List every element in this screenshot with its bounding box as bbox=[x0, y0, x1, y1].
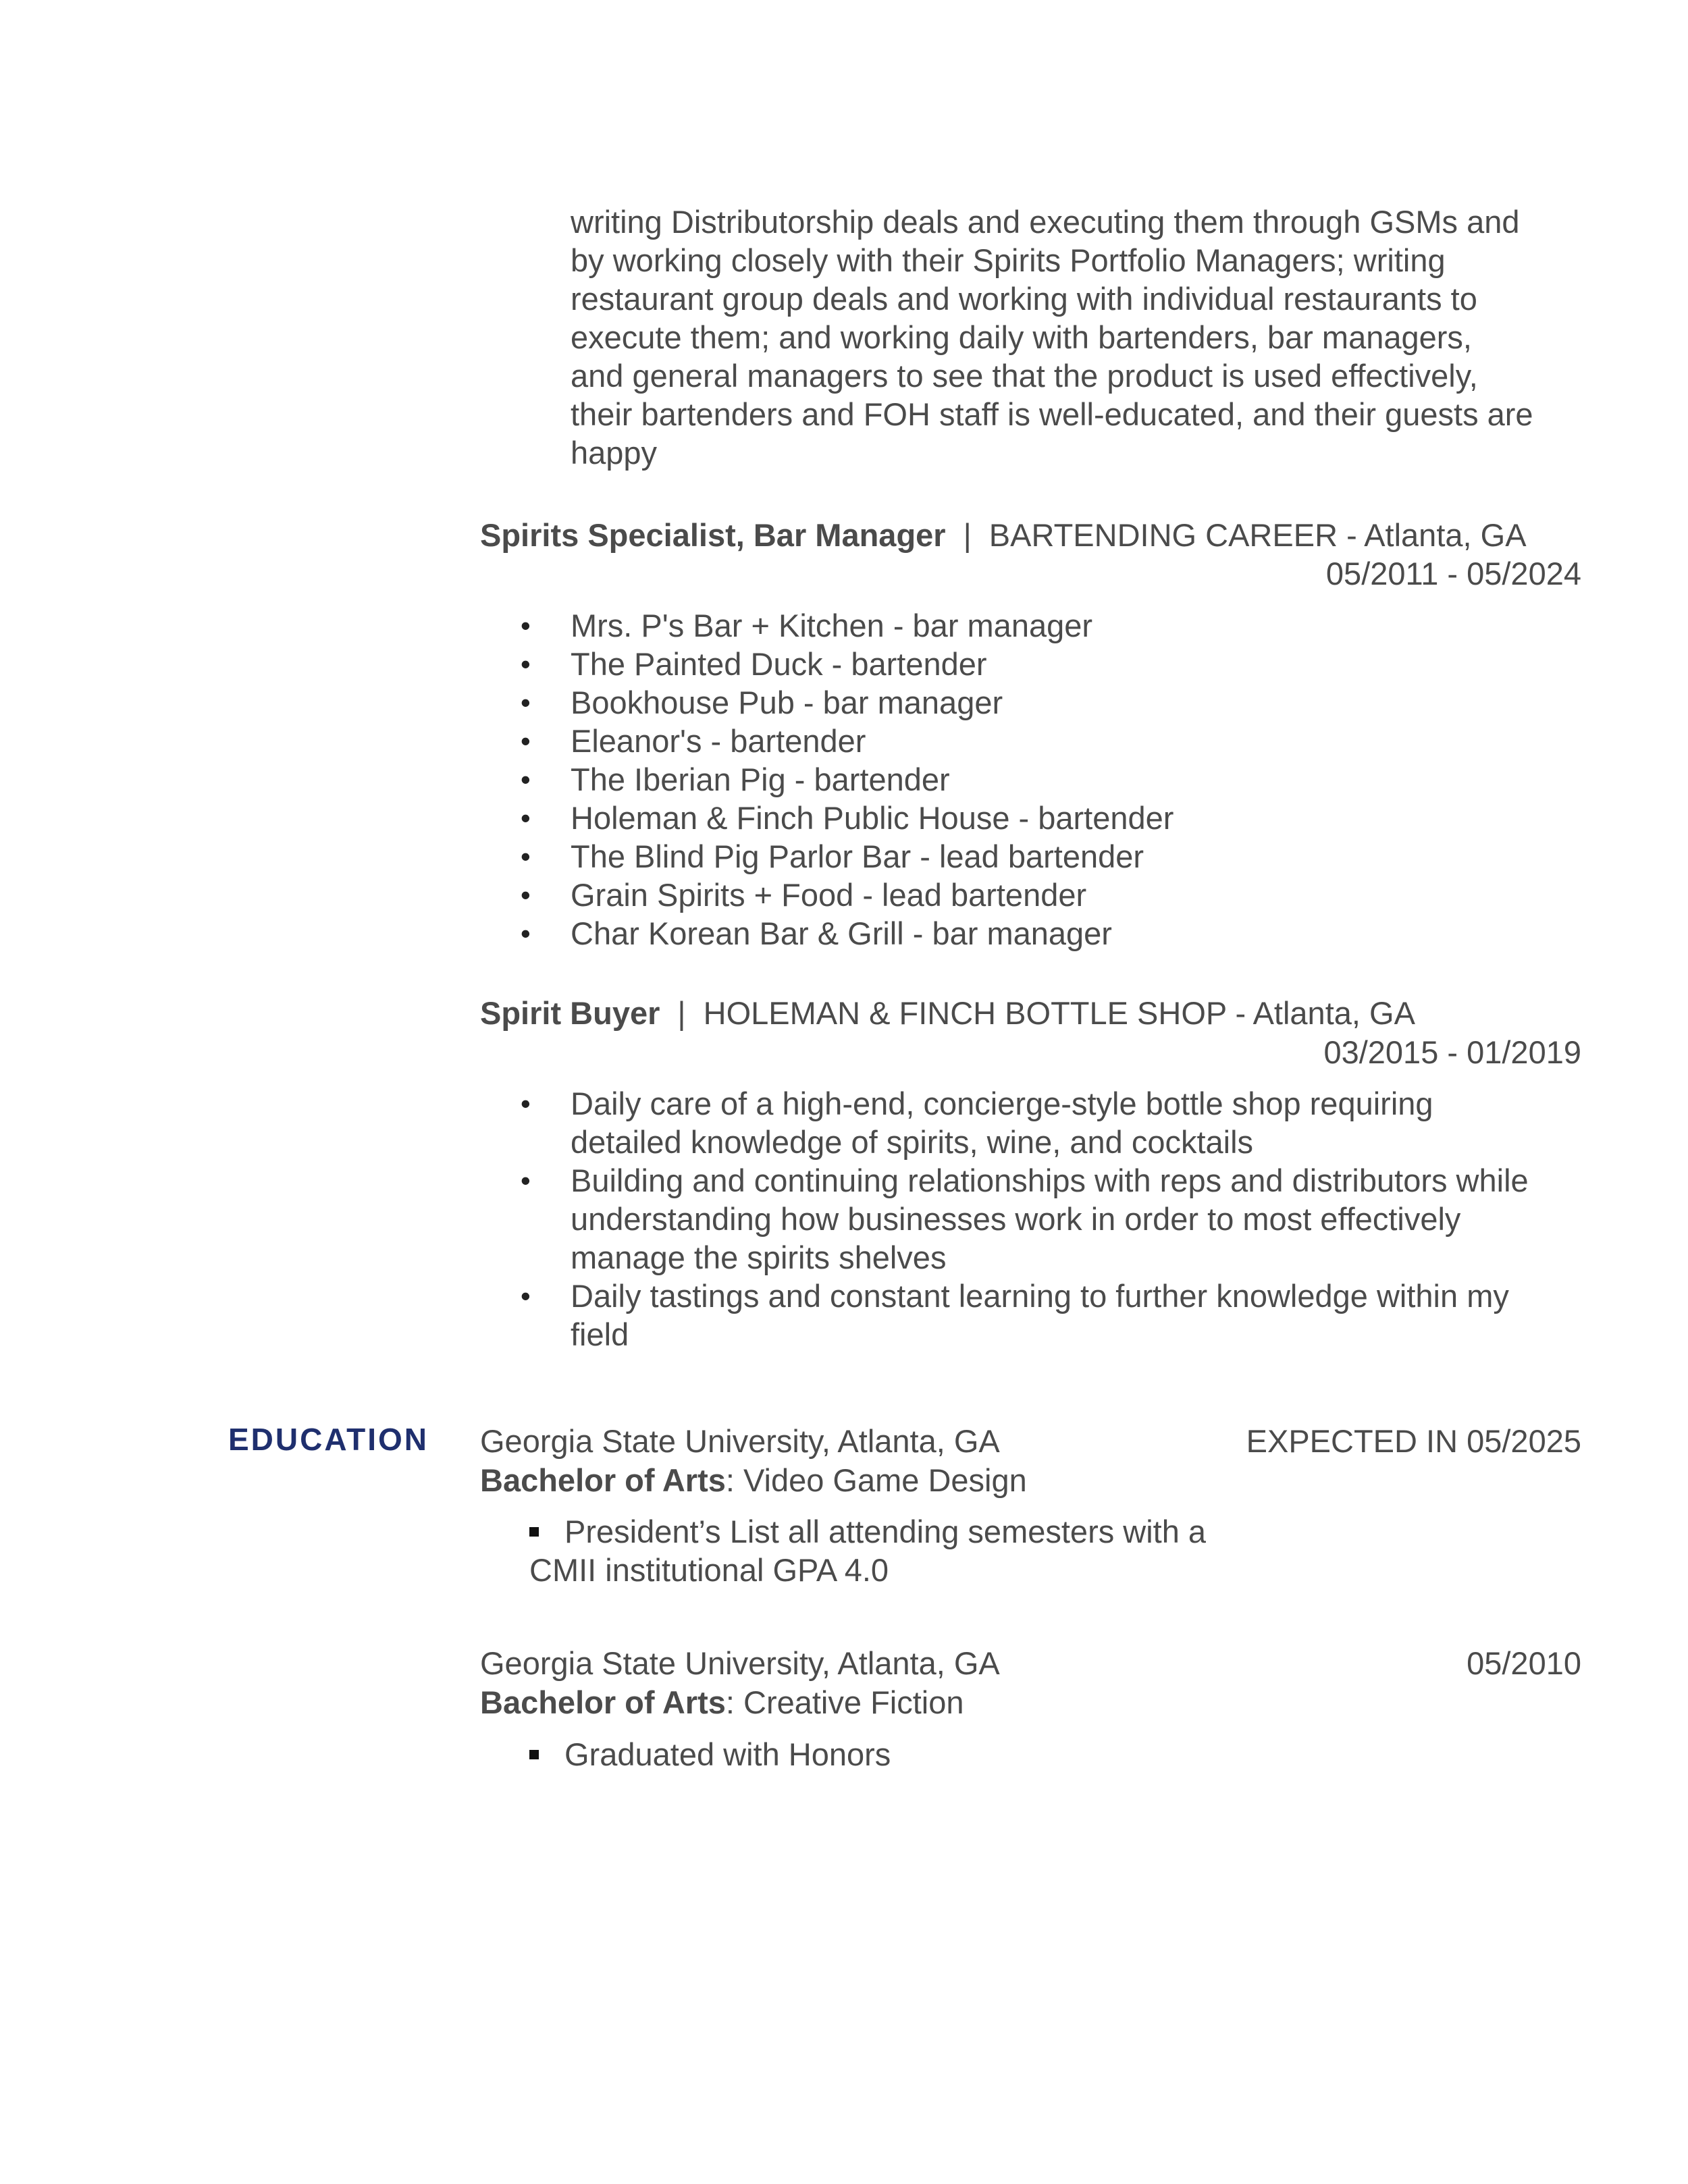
section-heading-education: EDUCATION bbox=[228, 1422, 429, 1457]
paragraph-line: execute them; and working daily with bartenders, bar managers, bbox=[571, 319, 1472, 355]
paragraph-line: and general managers to see that the product is used effectively, bbox=[571, 358, 1478, 394]
edu-degree bbox=[480, 1683, 964, 1722]
square-bullet-icon bbox=[529, 1527, 539, 1537]
list-item-text: • Building and continuing relationships with reps and distributors while bbox=[571, 1163, 1529, 1198]
list-item-text: • Bookhouse Pub - bar manager bbox=[571, 685, 1003, 720]
job-dates: 03/2015 - 01/2019 bbox=[1323, 1034, 1581, 1070]
list-item bbox=[480, 914, 1581, 953]
edu-date: 05/2010 bbox=[1467, 1645, 1581, 1681]
job-heading bbox=[480, 516, 1581, 554]
edu-honor-text: Graduated with Honors bbox=[564, 1736, 891, 1772]
square-bullet-icon bbox=[529, 1750, 539, 1759]
paragraph-line: by working closely with their Spirits Portfolio Managers; writing bbox=[571, 242, 1446, 278]
list-item-text: • The Blind Pig Parlor Bar - lead bartender bbox=[571, 838, 1144, 874]
list-item-text: • Daily care of a high-end, concierge-style bottle shop requiring bbox=[571, 1086, 1433, 1121]
edu-honor-line bbox=[529, 1735, 891, 1774]
job-company: BARTENDING CAREER - Atlanta, GA bbox=[988, 517, 1527, 553]
paragraph-line: restaurant group deals and working with individual restaurants to bbox=[571, 281, 1477, 317]
job-bullet-list bbox=[480, 606, 1581, 953]
job-separator: | bbox=[963, 517, 972, 553]
edu-school: Georgia State University, Atlanta, GA bbox=[480, 1423, 1000, 1459]
list-item-text: • Grain Spirits + Food - lead bartender bbox=[571, 877, 1087, 913]
job-title: Spirits Specialist, Bar Manager bbox=[480, 517, 946, 553]
degree-type: Bachelor of Arts bbox=[480, 1462, 726, 1498]
edu-school: Georgia State University, Atlanta, GA bbox=[480, 1645, 1000, 1681]
list-item-text: • The Iberian Pig - bartender bbox=[571, 762, 950, 797]
list-item bbox=[480, 722, 1581, 760]
job-company: HOLEMAN & FINCH BOTTLE SHOP - Atlanta, GA bbox=[703, 995, 1415, 1031]
edu-honor-text: CMII institutional GPA 4.0 bbox=[529, 1552, 889, 1588]
list-item bbox=[480, 1161, 1581, 1277]
list-item-text: field bbox=[571, 1316, 629, 1352]
edu-date: EXPECTED IN 05/2025 bbox=[1246, 1423, 1581, 1459]
edu-honor-item bbox=[529, 1512, 1206, 1589]
degree-major: : Video Game Design bbox=[725, 1462, 1027, 1498]
job-description-paragraph bbox=[571, 203, 1583, 472]
list-item-text: manage the spirits shelves bbox=[571, 1240, 947, 1275]
list-item-text: • Daily tastings and constant learning to further knowledge within my bbox=[571, 1278, 1509, 1314]
degree-major: : Creative Fiction bbox=[725, 1684, 964, 1720]
job-title: Spirit Buyer bbox=[480, 995, 660, 1031]
edu-honor-text: President’s List all attending semesters with a bbox=[564, 1514, 1207, 1549]
list-item bbox=[480, 606, 1581, 645]
job-dates: 05/2011 - 05/2024 bbox=[1325, 556, 1581, 591]
list-item-text: • The Painted Duck - bartender bbox=[571, 646, 987, 682]
list-item bbox=[480, 799, 1581, 837]
list-item bbox=[480, 1084, 1581, 1161]
job-bullet-list bbox=[480, 1084, 1581, 1354]
edu-honor-item bbox=[529, 1735, 891, 1774]
list-item-text: • Mrs. P's Bar + Kitchen - bar manager bbox=[571, 608, 1093, 643]
list-item bbox=[480, 645, 1581, 683]
list-item-text: understanding how businesses work in order to most effectively bbox=[571, 1201, 1461, 1237]
paragraph-line: writing Distributorship deals and executing them through GSMs and bbox=[571, 204, 1520, 240]
list-item bbox=[480, 760, 1581, 799]
list-item bbox=[480, 876, 1581, 914]
edu-honor-line bbox=[529, 1512, 1206, 1551]
list-item bbox=[480, 1277, 1581, 1354]
paragraph-line: happy bbox=[571, 435, 658, 471]
list-item-text: detailed knowledge of spirits, wine, and cocktails bbox=[571, 1124, 1254, 1160]
list-item-text: • Holeman & Finch Public House - bartender bbox=[571, 800, 1174, 836]
job-separator: | bbox=[677, 995, 686, 1031]
edu-degree bbox=[480, 1461, 1027, 1499]
list-item-text: • Char Korean Bar & Grill - bar manager bbox=[571, 915, 1112, 951]
list-item bbox=[480, 837, 1581, 876]
job-heading bbox=[480, 994, 1581, 1032]
list-item bbox=[480, 683, 1581, 722]
list-item-text: • Eleanor's - bartender bbox=[571, 723, 866, 759]
paragraph-line: their bartenders and FOH staff is well-educated, and their guests are bbox=[571, 396, 1533, 432]
degree-type: Bachelor of Arts bbox=[480, 1684, 726, 1720]
